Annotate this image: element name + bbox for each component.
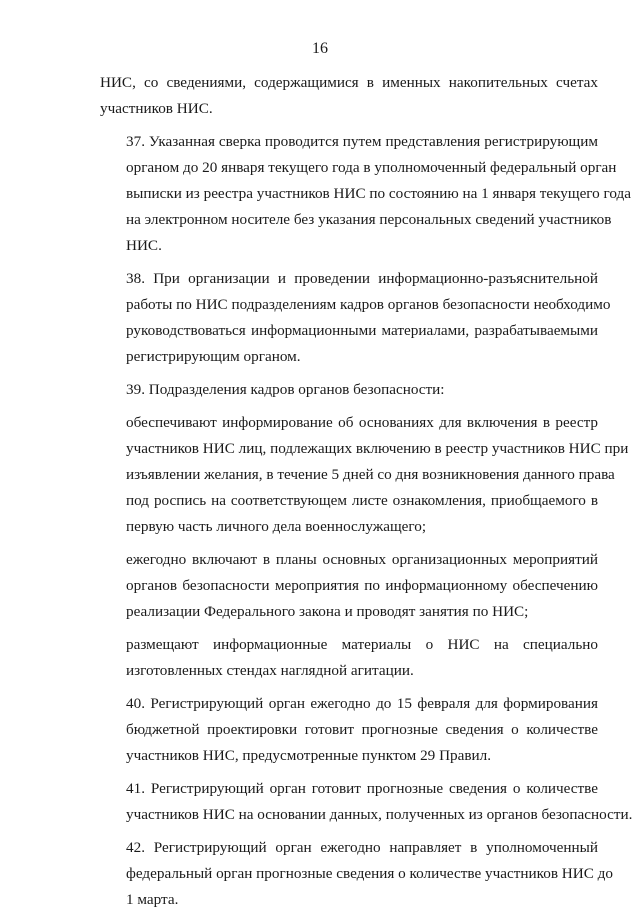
paragraph-line: 1 марта. (126, 891, 179, 908)
paragraph-line: обеспечивают информирование об основаниях для включения в реестр (126, 414, 598, 431)
paragraph-line: участников НИС лиц, подлежащих включению в реестр участников НИС при (126, 440, 629, 457)
paragraph (100, 835, 613, 913)
paragraph-line: 37. Указанная сверка проводится путем представления регистрирующим (126, 133, 598, 150)
paragraph-line: органом до 20 января текущего года в уполномоченный федеральный орган (126, 159, 617, 176)
paragraph-line: федеральный орган прогнозные сведения о количестве участников НИС до (126, 865, 613, 882)
paragraph-line: 40. Регистрирующий орган ежегодно до 15 февраля для формирования (126, 695, 598, 712)
paragraph-line: работы по НИС подразделениям кадров органов безопасности необходимо (126, 296, 611, 313)
paragraph-line: участников НИС, предусмотренные пунктом 29 Правил. (126, 747, 492, 764)
paragraph-line: 39. Подразделения кадров органов безопасности: (126, 381, 445, 398)
document-body (100, 70, 633, 913)
paragraph-line: бюджетной проектировки готовит прогнозные сведения о количестве (126, 721, 598, 738)
paragraph-line: ежегодно включают в планы основных организационных мероприятий (126, 551, 598, 568)
paragraph-line: выписки из реестра участников НИС по состоянию на 1 января текущего года (126, 185, 632, 202)
paragraph-line: НИС, со сведениями, содержащимися в именных накопительных счетах (100, 74, 598, 91)
paragraph-line: изъявлении желания, в течение 5 дней со дня возникновения данного права (126, 466, 615, 483)
paragraph-line: участников НИС на основании данных, полученных из органов безопасности. (126, 806, 633, 823)
paragraph-line: под роспись на соответствующем листе ознакомления, приобщаемого в (126, 492, 598, 509)
paragraph-line: участников НИС. (100, 100, 213, 117)
paragraph-line: 41. Регистрирующий орган готовит прогнозные сведения о количестве (126, 780, 598, 797)
paragraph (100, 776, 633, 828)
paragraph-line: НИС. (126, 237, 162, 254)
paragraph (100, 410, 629, 540)
paragraph (100, 266, 611, 370)
paragraph-line: размещают информационные материалы о НИС на специально (126, 636, 598, 653)
paragraph-line: первую часть личного дела военнослужащего; (126, 518, 427, 535)
paragraph (100, 632, 598, 684)
paragraph-line: органов безопасности мероприятия по информационному обеспечению (126, 577, 598, 594)
paragraph-line: руководствоваться информационными материалами, разрабатываемыми (126, 322, 598, 339)
page-number: 16 (312, 40, 328, 57)
paragraph-line: реализации Федерального закона и проводят занятия по НИС; (126, 603, 529, 620)
paragraph-line: регистрирующим органом. (126, 348, 301, 365)
paragraph-line: 38. При организации и проведении информационно-разъяснительной (126, 270, 598, 287)
paragraph-line: изготовленных стендах наглядной агитации. (126, 662, 414, 679)
paragraph-line: 42. Регистрирующий орган ежегодно направляет в уполномоченный (126, 839, 598, 856)
paragraph (100, 691, 598, 769)
paragraph (100, 70, 598, 122)
paragraph (100, 547, 598, 625)
paragraph-line: на электронном носителе без указания персональных сведений участников (126, 211, 612, 228)
paragraph (100, 129, 632, 259)
paragraph (100, 377, 598, 403)
